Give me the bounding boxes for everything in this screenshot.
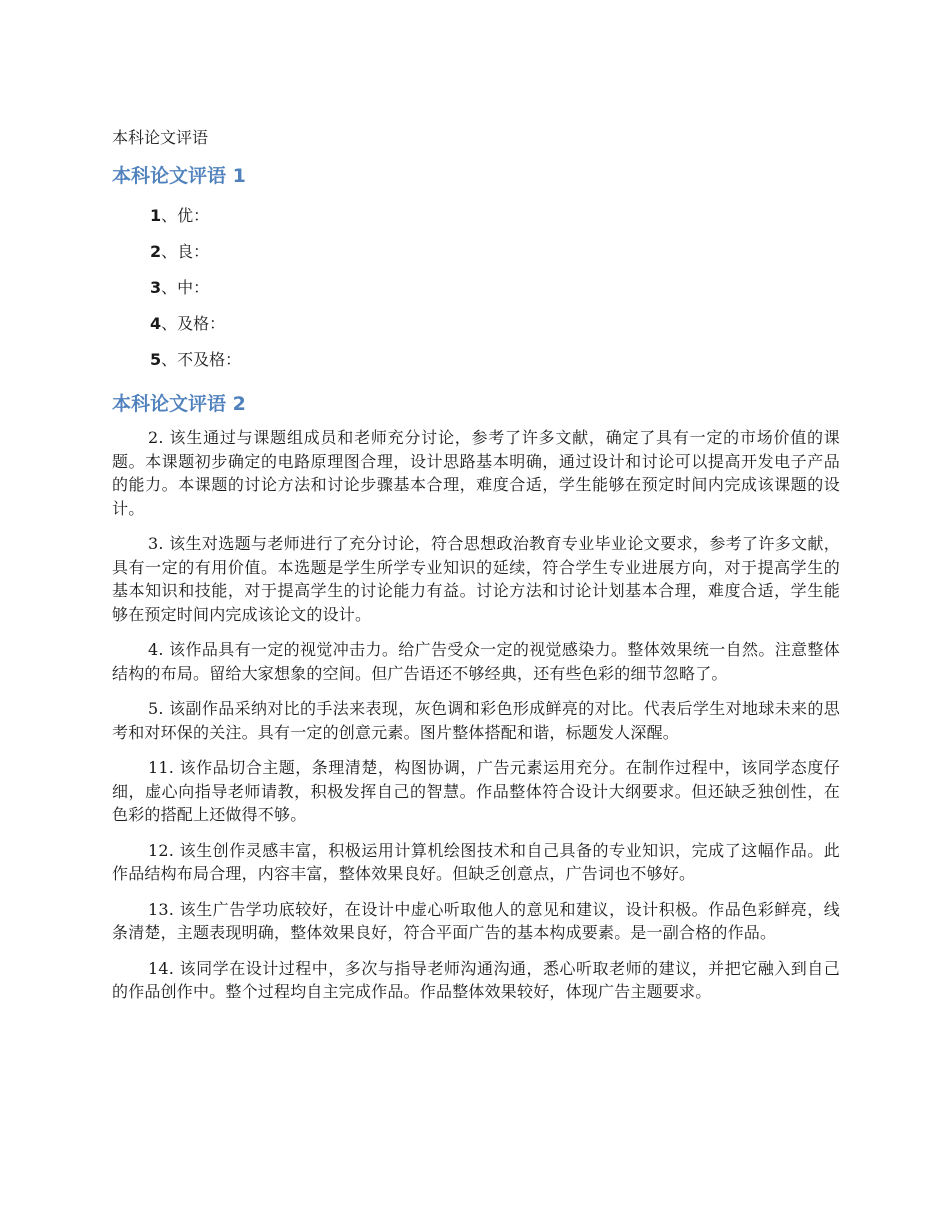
comment-paragraph: 14. 该同学在设计过程中，多次与指导老师沟通沟通，悉心听取老师的建议，并把它融入到自己的作品创作中。整个过程均自主完成作品。作品整体效果较好，体现广告主题要求。 (112, 958, 840, 1001)
comment-paragraph: 12. 该生创作灵感丰富，积极运用计算机绘图技术和自己具备的专业知识，完成了这幅作品。此作品结构布局合理，内容丰富，整体效果良好。但缺乏创意点，广告词也不够好。 (112, 840, 840, 883)
comment-paragraph: 13. 该生广告学功底较好，在设计中虚心听取他人的意见和建议，设计积极。作品色彩鲜亮，线条清楚，主题表现明确，整体效果良好，符合平面广告的基本构成要素。是一副合格的作品。 (112, 899, 840, 942)
grade-item-excellent (112, 198, 840, 234)
grade-item-fail (112, 342, 840, 378)
grade-item-average (112, 270, 840, 306)
grade-label: 、良： (161, 242, 210, 261)
grade-label: 、中： (161, 278, 210, 297)
section-heading-2: 本科论文评语 2 (112, 393, 246, 415)
grade-label: 、不及格： (161, 350, 242, 369)
grade-number: 4 (150, 314, 162, 333)
grade-item-pass (112, 306, 840, 342)
comment-paragraph: 2. 该生通过与课题组成员和老师充分讨论，参考了许多文献，确定了具有一定的市场价值的课题。本课题初步确定的电路原理图合理，设计思路基本明确，通过设计和讨论可以提高开发电子产品的能力。本课题的讨论方法和讨论步骤基本合理，难度合适，学生能够在预定时间内完成该课题的设计。 (112, 428, 840, 518)
comment-paragraph: 4. 该作品具有一定的视觉冲击力。给广告受众一定的视觉感染力。整体效果统一自然。注意整体结构的布局。留给大家想象的空间。但广告语还不够经典，还有些色彩的细节忽略了。 (112, 640, 840, 683)
grade-list (112, 198, 840, 378)
document-page (112, 124, 840, 1016)
document-title: 本科论文评语 (112, 128, 209, 147)
grade-label: 、优： (161, 206, 210, 225)
comment-paragraph: 5. 该副作品采纳对比的手法来表现，灰色调和彩色形成鲜亮的对比。代表后学生对地球未来的思考和对环保的关注。具有一定的创意元素。图片整体搭配和谐，标题发人深醒。 (112, 699, 840, 742)
grade-label: 、及格： (161, 314, 226, 333)
grade-number: 2 (150, 242, 162, 261)
comment-paragraph: 11. 该作品切合主题，条理清楚，构图协调，广告元素运用充分。在制作过程中，该同学态度仔细，虚心向指导老师请教，积极发挥自己的智慧。作品整体符合设计大纲要求。但还缺乏独创性，在色彩的搭配上还做得不够。 (112, 758, 840, 824)
grade-number: 5 (150, 350, 162, 369)
section-heading-1: 本科论文评语 1 (112, 165, 246, 187)
grade-item-good (112, 234, 840, 270)
comment-paragraph: 3. 该生对选题与老师进行了充分讨论，符合思想政治教育专业毕业论文要求，参考了许多文献，具有一定的有用价值。本选题是学生所学专业知识的延续，符合学生专业进展方向，对于提高学生的基本知识和技能，对于提高学生的讨论能力有益。讨论方法和讨论计划基本合理，难度合适，学生能够在预定时间内完成该论文的设计。 (112, 534, 840, 624)
grade-number: 3 (150, 278, 162, 297)
grade-number: 1 (150, 206, 162, 225)
